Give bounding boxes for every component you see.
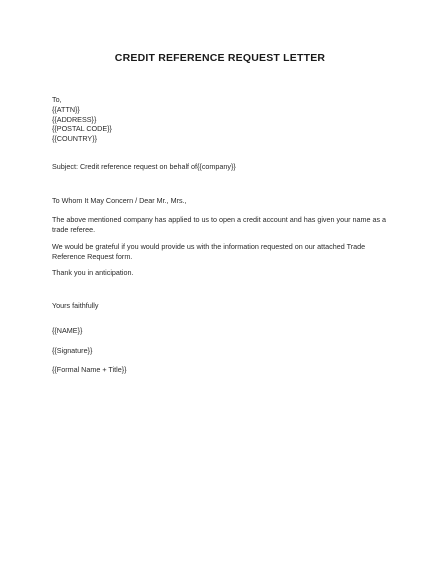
paragraph-1: The above mentioned company has applied to us to open a credit account and has given your name as a trade referee.	[52, 215, 387, 234]
paragraph-3: Thank you in anticipation.	[52, 268, 134, 277]
name-placeholder: {{NAME}}	[52, 326, 83, 335]
address-attn: {{ATTN}}	[52, 104, 80, 114]
address-to: To,	[52, 95, 62, 104]
signature-placeholder: {{Signature}}	[52, 346, 93, 355]
closing: Yours faithfully	[52, 301, 99, 310]
address-country: {{COUNTRY}}	[52, 134, 98, 144]
document-title: CREDIT REFERENCE REQUEST LETTER	[114, 52, 326, 64]
formal-name-placeholder: {{Formal Name + Title}}	[52, 365, 127, 374]
address-postal-code: {{POSTAL CODE}}	[52, 124, 112, 134]
paragraph-2: We would be grateful if you would provide us with the information requested on our attached Trade Reference Request form.	[52, 242, 366, 261]
address-street: {{ADDRESS}}	[52, 114, 97, 124]
salutation: To Whom It May Concern / Dear Mr., Mrs.,	[52, 196, 187, 205]
recipient-address	[52, 95, 397, 144]
subject-line: Subject: Credit reference request on behalf of{{company}}	[52, 162, 236, 171]
